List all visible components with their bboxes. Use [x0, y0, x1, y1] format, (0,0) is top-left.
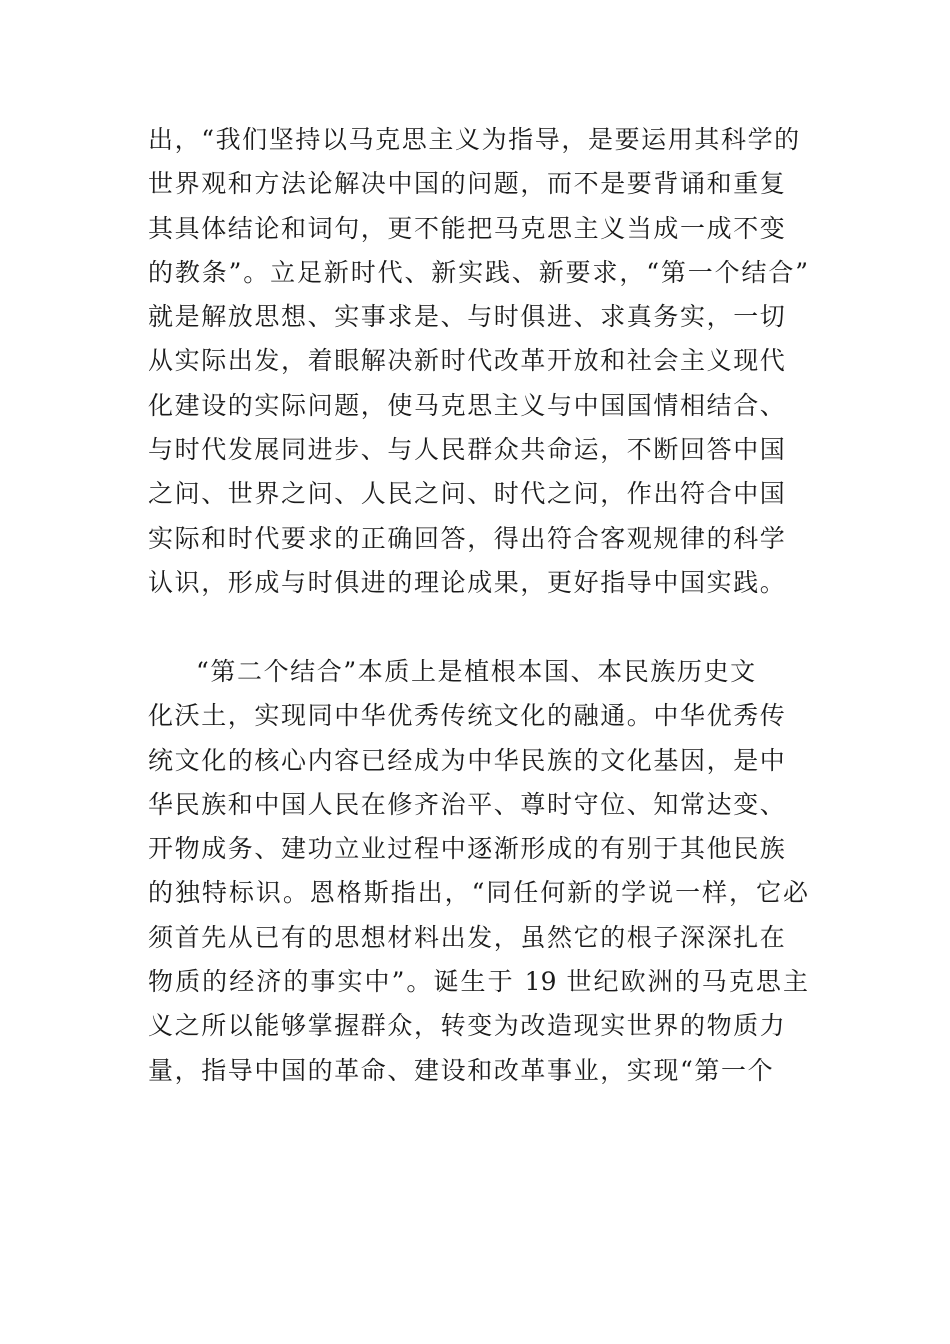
paragraph-line: 与时代发展同进步、与人民群众共命运，不断回答中国: [148, 435, 787, 465]
paragraph-line: 开物成务、建功立业过程中逐渐形成的有别于其他民族: [148, 834, 787, 864]
paragraph-line: 就是解放思想、实事求是、与时俱进、求真务实，一切: [148, 302, 787, 332]
paragraph-line: 统文化的核心内容已经成为中华民族的文化基因，是中: [148, 745, 787, 775]
paragraph-line: 实际和时代要求的正确回答，得出符合客观规律的科学: [148, 523, 787, 553]
paragraph-line: 之问、世界之问、人民之问、时代之问，作出符合中国: [148, 479, 787, 509]
paragraph-line: “第二个结合”本质上是植根本国、本民族历史文: [196, 657, 757, 686]
paragraph-line: 从实际出发，着眼解决新时代改革开放和社会主义现代: [148, 346, 787, 376]
paragraph-line: 义之所以能够掌握群众，转变为改造现实世界的物质力: [148, 1011, 787, 1041]
paragraph-line: 其具体结论和词句，更不能把马克思主义当成一成不变: [148, 213, 787, 243]
paragraph-line: 世界观和方法论解决中国的问题，而不是要背诵和重复: [148, 169, 787, 199]
paragraph-line: 物质的经济的事实中”。诞生于 19 世纪欧洲的马克思主: [148, 967, 808, 997]
paragraph-line: 化建设的实际问题，使马克思主义与中国国情相结合、: [148, 390, 787, 420]
paragraph-line: 的独特标识。恩格斯指出，“同任何新的学说一样，它必: [148, 878, 808, 908]
paragraph-line: 须首先从已有的思想材料出发，虽然它的根子深深扎在: [148, 922, 787, 952]
paragraph-line: 的教条”。立足新时代、新实践、新要求，“第一个结合”: [148, 257, 808, 287]
paragraph-line: 认识，形成与时俱进的理论成果，更好指导中国实践。: [148, 567, 787, 597]
paragraph-line: 出，“我们坚持以马克思主义为指导，是要运用其科学的: [148, 125, 801, 154]
paragraph-1: [148, 118, 808, 605]
paragraph-line: 化沃土，实现同中华优秀传统文化的融通。中华优秀传: [148, 701, 787, 731]
paragraph-line: 量，指导中国的革命、建设和改革事业，实现“第一个: [148, 1055, 775, 1085]
paragraph-2: [148, 650, 808, 1093]
paragraph-line: 华民族和中国人民在修齐治平、尊时守位、知常达变、: [148, 789, 787, 819]
